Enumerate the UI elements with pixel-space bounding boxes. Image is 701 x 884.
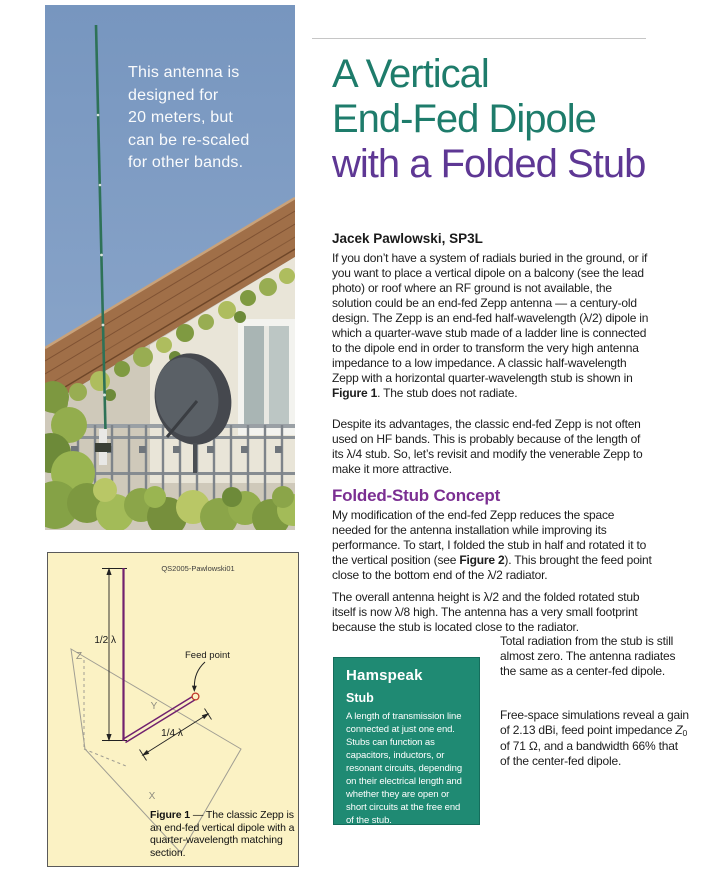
feed-point-arrowhead — [192, 686, 197, 692]
body-paragraph-4: The overall antenna height is λ/2 and the folded rotated stub itself is now λ/8 high. The antenna has a very small footprint because the stub is located close to the radiator. — [332, 590, 640, 634]
body-paragraph-1: If you don’t have a system of radials buried in the ground, or if you want to place a vertical dipole on a balcony (see the lead photo) or roof where an RF ground is not available, the solution could be an end-fed Zepp antenna — a century-old design. The Zepp is an end-fed half-wavelength (λ/2) dipole in which a quarter-wave stub made of a ladder line is connected to the dipole end in order to transform the very high antenna impedance to a low impedance. A classic half-wavelength Zepp with a horizontal quarter-wavelength stub is shown in Figure 1. The stub does not radiate. — [332, 251, 649, 400]
figure1-box — [47, 552, 299, 867]
stub-ladder-line — [123, 697, 196, 743]
axis-x-label: X — [148, 791, 156, 802]
overlay-line: can be re-scaled — [128, 131, 250, 149]
quarter-wave-label: 1/4 λ — [161, 728, 183, 739]
axis-z-label: Z — [75, 651, 83, 662]
header-rule — [312, 38, 646, 39]
overlay-line: This antenna is — [128, 64, 240, 81]
lead-photo — [45, 5, 295, 530]
dim-arrow-ne — [202, 713, 210, 719]
body-paragraph-3: My modification of the end-fed Zepp reduces the space needed for the antenna installation while improving its performance. To start, I folded the stub in half and rotated it to the vertical position (see Figure 2). This brought the feed point close to the bottom end of the λ/2 radiator. — [332, 508, 652, 582]
hamspeak-title: Hamspeak — [346, 667, 423, 684]
author-byline: Jacek Pawlowski, SP3L — [332, 231, 483, 246]
z-axis-dashed-line — [84, 660, 126, 766]
half-wave-label: 1/2 λ — [94, 635, 116, 646]
title-line-1: A Vertical — [332, 52, 489, 96]
overlay-line: designed for — [128, 86, 219, 104]
figure1-caption: Figure 1 — The classic Zepp is an end-fed vertical dipole with a quarter-wavelength matching section. — [150, 809, 295, 859]
hamspeak-definition: A length of transmission line connected at just one end. Stubs can function as capacitors, inductors, or resonant circuits, depending on their electrical length and whether they are open or short circuits at the free end of the stub. — [346, 711, 463, 826]
body-paragraph-4-continued: Total radiation from the stub is still almost zero. The antenna radiates the same as a center-fed dipole. — [500, 634, 676, 678]
feed-point-label: Feed point — [185, 650, 230, 661]
body-paragraph-2: Despite its advantages, the classic end-fed Zepp is not often used on HF bands. This is probably because of the length of its λ/4 stub. So, let’s revisit and modify the venerable Zepp to make it more attractive. — [332, 417, 643, 476]
photo-overlay-text — [128, 62, 250, 175]
dim-arrow-sw — [142, 750, 150, 756]
overlay-line: 20 meters, but — [128, 109, 234, 126]
body-paragraph-5: Free-space simulations reveal a gain of 2.13 dBi, feed point impedance Z0 of 71 Ω, and a bandwidth 66% that of the center-fed dipole. — [500, 708, 689, 768]
hamspeak-sidebar — [333, 657, 480, 825]
article-title — [332, 52, 645, 187]
title-line-2: End-Fed Dipole — [332, 97, 596, 141]
overlay-line: for other bands. — [128, 154, 244, 171]
title-line-3: with a Folded Stub — [332, 142, 646, 186]
axis-y-label: Y — [150, 701, 158, 712]
balcony-door — [238, 319, 295, 435]
figure-watermark: QS2005-Pawlowski01 — [161, 564, 235, 573]
feed-point-arrow — [194, 662, 205, 687]
section-heading: Folded-Stub Concept — [332, 486, 501, 505]
hamspeak-term: Stub — [346, 691, 374, 705]
feed-point-marker — [192, 693, 199, 700]
